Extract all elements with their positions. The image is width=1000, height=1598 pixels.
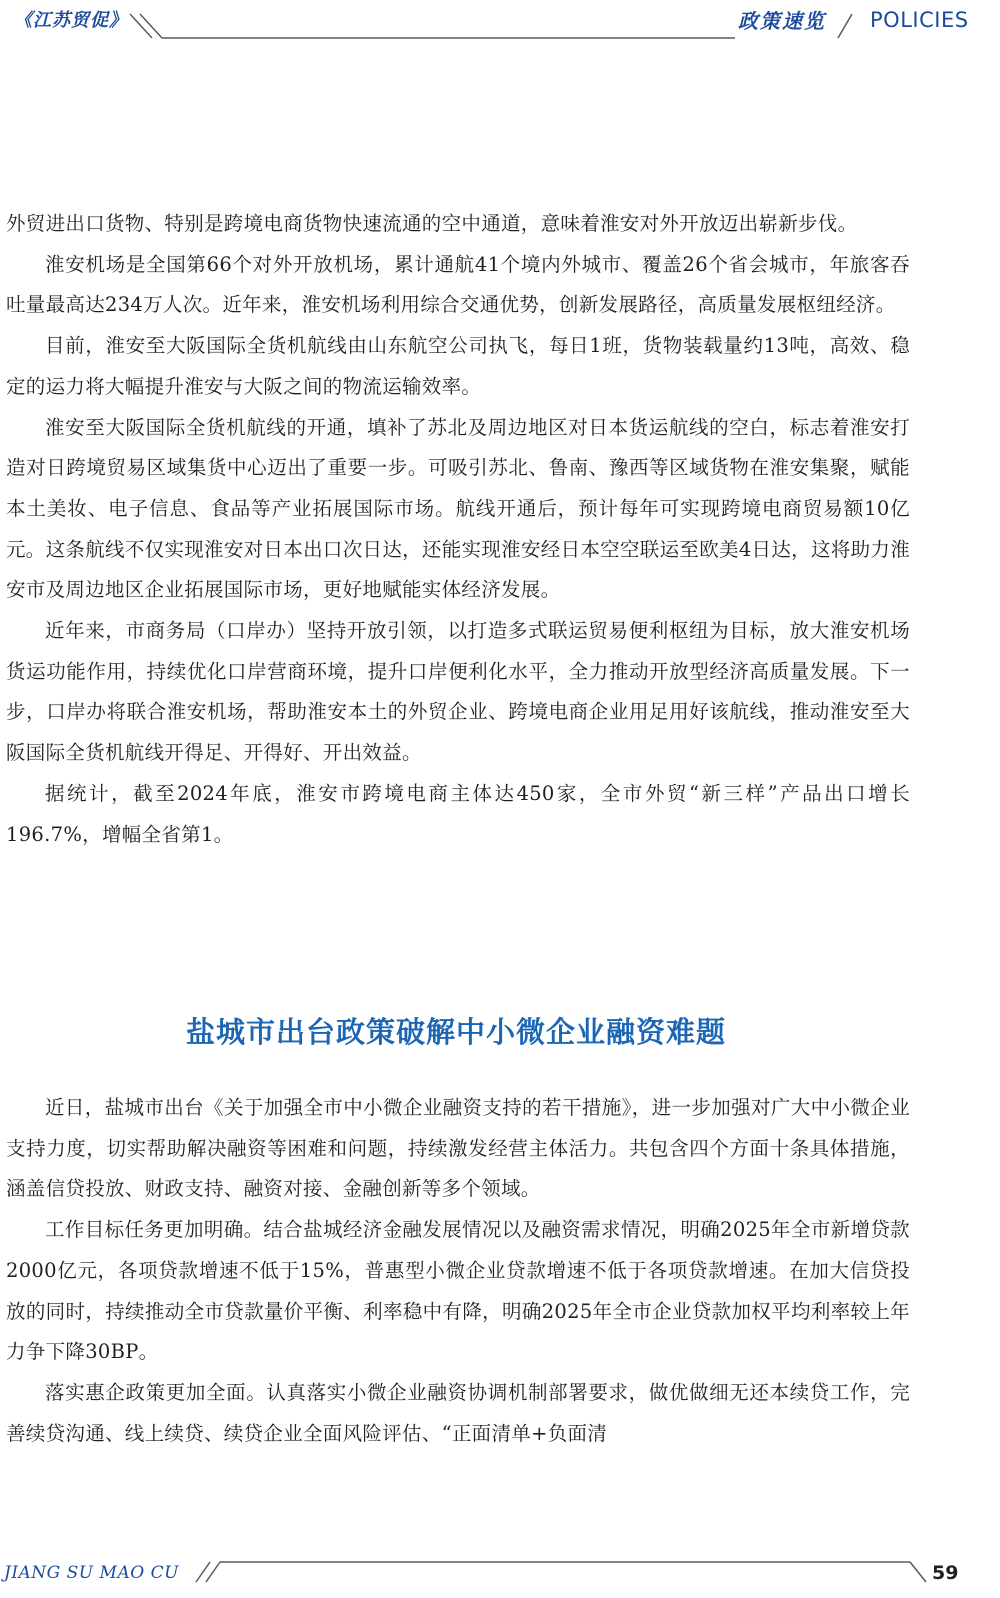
paragraph: 淮安至大阪国际全货机航线的开通，填补了苏北及周边地区对日本货运航线的空白，标志着淮安打造对日跨境贸易区域集货中心迈出了重要一步。可吸引苏北、鲁南、豫西等区域货物在淮安集聚，赋能本土美妆、电子信息、食品等产业拓展国际市场。航线开通后，预计每年可实现跨境电商贸易额10亿元。这条航线不仅实现淮安对日本出口次日达，还能实现淮安经日本空空联运至欧美4日达，这将助力淮安市及周边地区企业拓展国际市场，更好地赋能实体经济发展。 (6, 415, 910, 602)
header-rule-graphic (0, 0, 1000, 45)
page-header (0, 0, 1000, 45)
page-number: 59 (932, 1562, 959, 1584)
paragraph: 落实惠企政策更加全面。认真落实小微企业融资协调机制部署要求，做优做细无还本续贷工作，完善续贷沟通、线上续贷、续贷企业全面风险评估、“正面清单+负面清 (6, 1380, 910, 1445)
journal-name-en: JIANG SU MAO CU (4, 1563, 179, 1583)
section-title-en: POLICIES (870, 8, 969, 32)
paragraph: 近日，盐城市出台《关于加强全市中小微企业融资支持的若干措施》，进一步加强对广大中小微企业支持力度，切实帮助解决融资等困难和问题，持续激发经营主体活力。共包含四个方面十条具体措施，涵盖信贷投放、财政支持、融资对接、金融创新等多个领域。 (6, 1096, 910, 1201)
paragraph: 淮安机场是全国第66个对外开放机场，累计通航41个境内外城市、覆盖26个省会城市，年旅客吞吐量最高达234万人次。近年来，淮安机场利用综合交通优势，创新发展路径，高质量发展枢纽经济。 (6, 252, 910, 317)
paragraph: 工作目标任务更加明确。结合盐城经济金融发展情况以及融资需求情况，明确2025年全市新增贷款2000亿元，各项贷款增速不低于15%，普惠型小微企业贷款增速不低于各项贷款增速。在加大信贷投放的同时，持续推动全市贷款量价平衡、利率稳中有降，明确2025年全市企业贷款加权平均利率较上年力争下降30BP。 (6, 1218, 910, 1364)
journal-brand: 《江苏贸促》 (14, 10, 128, 31)
paragraph: 近年来，市商务局（口岸办）坚持开放引领，以打造多式联运贸易便利枢纽为目标，放大淮安机场货运功能作用，持续优化口岸营商环境，提升口岸便利化水平，全力推动开放型经济高质量发展。下一步，口岸办将联合淮安机场，帮助淮安本土的外贸企业、跨境电商企业用足用好该航线，推动淮安至大阪国际全货机航线开得足、开得好、开出效益。 (6, 619, 910, 765)
paragraph: 目前，淮安至大阪国际全货机航线由山东航空公司执飞，每日1班，货物装载量约13吨，高效、稳定的运力将大幅提升淮安与大阪之间的物流运输效率。 (6, 334, 910, 398)
paragraph: 据统计，截至2024年底，淮安市跨境电商主体达450家，全市外贸“新三样”产品出口增长196.7%，增幅全省第1。 (6, 781, 910, 846)
footer-rule-graphic (0, 1550, 1000, 1598)
paragraph: 外贸进出口货物、特别是跨境电商货物快速流通的空中通道，意味着淮安对外开放迈出崭新步伐。 (6, 212, 858, 235)
article-title: 盐城市出台政策破解中小微企业融资难题 (185, 1015, 726, 1049)
section-title-cn: 政策速览 (738, 9, 826, 33)
article-body-1 (6, 204, 910, 855)
article-body-2 (6, 1088, 910, 1454)
